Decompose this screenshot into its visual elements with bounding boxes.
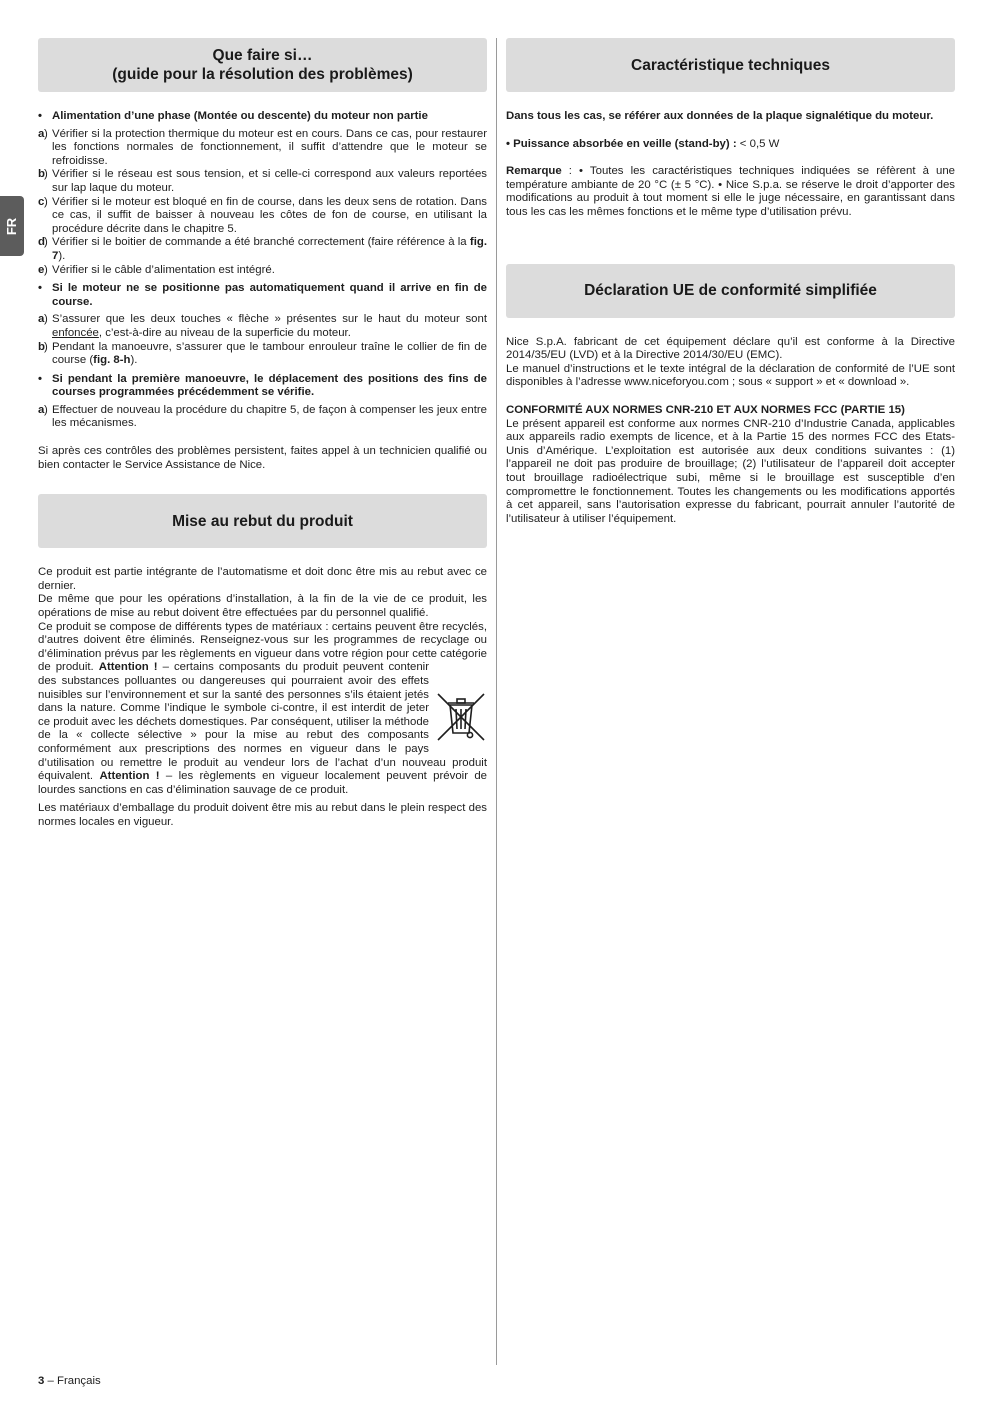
- fcc-text: Le présent appareil est conforme aux normes CNR-210 d’Industrie Canada, applicables aux appareils radio exempts de licence, et à la Partie 15 des normes FCC des Etats-Unis d’Amérique. L’exploitation est autorisée aux deux conditions suivantes : (1) l’appareil ne doit pas produire de brouillage; (2) l’utilisateur de l’appareil doit accepter tout brouillage radioélectrique subi, même si le brouillage est susceptible d’en compromettre le fonctionnement. Toutes les changements ou les modifications apportés à cet appareil, sans l’autorisation expresse du fabricant, pourrait annuler l’autorité de l’utilisateur à utiliser l’équipement.: [506, 417, 955, 525]
- attention-label: Attention !: [99, 770, 160, 783]
- item-letter: d: [38, 236, 45, 249]
- problem-2-item-b: b ) Pendant la manoeuvre, s’assurer que le tambour enrouleur traîne le collier de fin de course (fig. 8-h).: [38, 340, 487, 367]
- item-letter: a: [38, 313, 45, 326]
- problem-bullet-3: • Si pendant la première manoeuvre, le déplacement des positions des fins de courses programmées précédemment se vérifie.: [38, 373, 487, 400]
- fcc-title: CONFORMITÉ AUX NORMES CNR-210 ET AUX NORMES FCC (PARTIE 15): [506, 403, 905, 416]
- language-side-tab: [0, 196, 24, 256]
- item-text: Vérifier si le câble d’alimentation est intégré.: [52, 263, 275, 276]
- troubleshoot-title-line2: (guide pour la résolution des problèmes): [112, 66, 413, 83]
- declaration-title: Déclaration UE de conformité simplifiée: [584, 282, 877, 300]
- item-letter: a: [38, 127, 45, 140]
- footer-language: – Français: [44, 1375, 101, 1387]
- declaration-paragraph-2: Le manuel d’instructions et le texte intégral de la déclaration de conformité de l’UE sont disponibles à l’adresse www.niceforyou.com ; sous « support » et « download ».: [506, 362, 955, 389]
- standby-value: < 0,5 W: [736, 137, 780, 150]
- page-footer: [38, 1375, 101, 1387]
- item-letter: a: [38, 403, 45, 416]
- standby-power: [506, 138, 955, 152]
- troubleshoot-heading: [38, 38, 487, 92]
- specs-heading: [506, 38, 955, 92]
- page-number: 3: [38, 1375, 45, 1387]
- specs-remark: Remarque : • Toutes les caractéristiques techniques indiquées se réfèrent à une température ambiante de 20 °C (± 5 °C). • Nice S.p.a. se réserve le droit d’apporter des modifications au produit à tout moment si elle le juge nécessaire, en garantissant dans tous les cas les mêmes fonctions et le même type d’utilisation prévu.: [506, 165, 955, 218]
- figure-reference: fig. 8-h: [93, 354, 131, 367]
- problem-bullet-2: • Si le moteur ne se positionne pas automatiquement quand il arrive en fin de course.: [38, 282, 487, 309]
- underlined-word: enfoncée: [52, 326, 99, 339]
- item-text: Vérifier si la protection thermique du moteur est en cours. Dans ce cas, pour restaurer les fonctions normales de fonctionnement, il suffit d’attendre que le moteur se refroidisse.: [52, 127, 487, 167]
- item-letter: b: [38, 340, 45, 353]
- crossed-out-wheelie-bin-icon: [435, 691, 487, 743]
- troubleshoot-closing: Si après ces contrôles des problèmes persistent, faites appel à un technicien qualifié ou bien contacter le Service Assistance de Nice.: [38, 445, 487, 471]
- item-text: Vérifier si le boitier de commande a été branché correctement (faire référence à la: [52, 236, 470, 249]
- problem-1-item-b: b ) Vérifier si le réseau est sous tension, et si celle-ci correspond aux valeurs reportées sur lap laque du moteur.: [38, 168, 487, 194]
- problem-1-item-a: a ) Vérifier si la protection thermique du moteur est en cours. Dans ce cas, pour restaurer les fonctions normales de fonctionnement, il suffit d’attendre que le moteur se refroidisse.: [38, 127, 487, 167]
- declaration-heading: [506, 264, 955, 318]
- item-text: Vérifier si le réseau est sous tension, et si celle-ci correspond aux valeurs reportées sur lap laque du moteur.: [52, 168, 487, 194]
- specs-title: Caractéristique techniques: [631, 56, 830, 74]
- standby-label: • Puissance absorbée en veille (stand-by) :: [506, 137, 737, 150]
- attention-label: Attention !: [98, 661, 158, 674]
- figure-reference: fig. 7: [52, 236, 487, 262]
- problem-3-item-a: a ) Effectuer de nouveau la procédure du chapitre 5, de façon à compenser les jeux entre les mécanismes.: [38, 403, 487, 430]
- disposal-paragraph-3: Ce produit se compose de différents types de matériaux : certains peuvent être recyclés, d’autres doivent être éliminés. Renseignez-vous sur les programmes de recyclage ou d’élimination prévus par les règlements en vigueur dans votre région pour cette catégorie de produit. Attention ! – certains composants du produit peuvent contenir des substances polluantes ou dangereuses qui pourraient avoir des effets nuisibles sur l’environnement et sur la santé des personnes s’ils étaient jetés dans la nature. Comme l’indique le symbole ci-contre, il est interdit de jeter ce produit avec les déchets domestiques. Par conséquent, utiliser la méthode de la « collecte sélective » pour la mise au rebut des composants conformément aux prescriptions des normes en vigueur dans le pays d’utilisation ou remettre le produit au vendeur lors de l’achat d’un nouveau produit équivalent. Attention ! – les règlements en vigueur localement peuvent prévoir de lourdes sanctions en cas d’élimination sauvage de ce produit.: [38, 620, 487, 796]
- item-text: Effectuer de nouveau la procédure du chapitre 5, de façon à compenser les jeux entre les mécanismes.: [52, 403, 487, 430]
- declaration-paragraph-1: Nice S.p.A. fabricant de cet équipement déclare qu’il est conforme à la Directive 2014/35/EU (LVD) et à la Directive 2014/30/EU (EMC).: [506, 335, 955, 362]
- problem-bullet-1: • Alimentation d’une phase (Montée ou descente) du moteur non partie: [38, 110, 487, 124]
- disposal-heading: [38, 494, 487, 548]
- disposal-title: Mise au rebut du produit: [172, 512, 353, 530]
- language-code: FR: [4, 217, 20, 235]
- declaration-body: [506, 336, 955, 527]
- item-letter: e: [38, 263, 45, 276]
- left-column: [38, 38, 487, 830]
- specs-body: [506, 110, 955, 220]
- remark-label: Remarque: [506, 165, 562, 178]
- troubleshoot-title-line1: Que faire si…: [212, 47, 313, 64]
- disposal-paragraph-2: De même que pour les opérations d’installation, à la fin de la vie de ce produit, les opérations de mise au rebut doivent être effectuées par du personnel qualifié.: [38, 593, 487, 620]
- column-divider: [496, 38, 497, 1365]
- item-letter: c: [38, 195, 45, 208]
- problem-2-item-a: a ) S’assurer que les deux touches « flèche » présentes sur le haut du moteur sont enfoncée, c’est-à-dire au niveau de la superficie du moteur.: [38, 313, 487, 339]
- problem-1-item-c: c ) Vérifier si le moteur est bloqué en fin de course, dans les deux sens de rotation. Dans ce cas, il suffit de baisser à nouveau les côtes de fon de course, en utilisant la procédure décrite dans le chapitre 5.: [38, 195, 487, 235]
- right-column: [506, 38, 955, 526]
- disposal-paragraph-4: Les matériaux d’emballage du produit doivent être mis au rebut dans le plein respect des normes locales en vigueur.: [38, 802, 487, 828]
- item-text: Vérifier si le moteur est bloqué en fin de course, dans les deux sens de rotation. Dans ce cas, il suffit de baisser à nouveau les côtes de fon de course, en utilisant la procédure décrite dans le chapitre 5.: [52, 195, 487, 235]
- disposal-paragraph-1: Ce produit est partie intégrante de l’automatisme et doit donc être mis au rebut avec ce dernier.: [38, 566, 487, 592]
- disposal-body: [38, 566, 487, 829]
- problem-1-item-d: d ) Vérifier si le boitier de commande a été branché correctement (faire référence à la fig. 7).: [38, 236, 487, 262]
- item-letter: b: [38, 168, 45, 181]
- problem-1-item-e: e ) Vérifier si le câble d’alimentation est intégré.: [38, 263, 275, 276]
- troubleshoot-body: [38, 110, 487, 472]
- specs-intro: Dans tous les cas, se référer aux données de la plaque signalétique du moteur.: [506, 110, 934, 122]
